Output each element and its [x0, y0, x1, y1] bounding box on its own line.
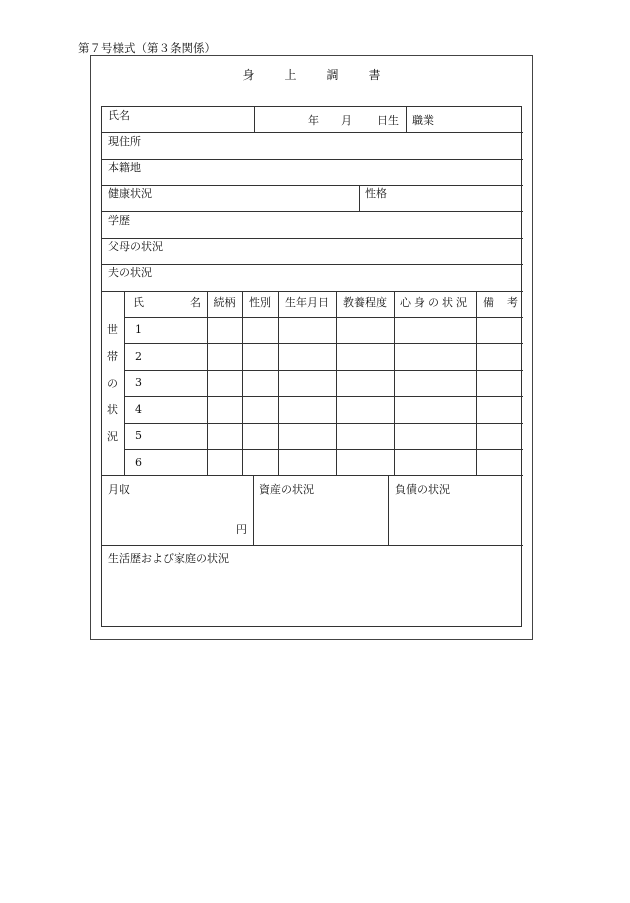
birth-day-label: 日生	[377, 114, 399, 127]
education-label: 学歴	[108, 214, 130, 227]
header-relation: 続柄	[213, 296, 236, 309]
income-unit: 円	[236, 523, 247, 536]
row-divider	[102, 545, 523, 546]
header-mind-body: 心身の状況	[400, 296, 470, 309]
personality-label: 性格	[365, 187, 387, 200]
household-row-divider	[124, 370, 523, 371]
occupation-divider	[406, 107, 407, 132]
household-row-number: 3	[135, 376, 142, 389]
household-label-char: 帯	[107, 350, 118, 363]
form-title: 身上調書	[242, 68, 411, 82]
column-divider	[336, 291, 337, 475]
header-remarks-b: 考	[507, 296, 518, 309]
household-row-divider	[124, 423, 523, 424]
column-divider	[476, 291, 477, 475]
household-label-divider	[124, 291, 125, 475]
address-label: 現住所	[108, 135, 141, 148]
assets-label: 資産の状況	[259, 483, 314, 496]
row-divider	[102, 475, 523, 476]
life-history-label: 生活歴および家庭の状況	[108, 552, 229, 565]
debts-label: 負債の状況	[395, 483, 450, 496]
header-education-level: 教養程度	[343, 296, 387, 309]
column-divider	[207, 291, 208, 475]
header-birthdate: 生年月日	[285, 296, 329, 309]
household-row-number: 1	[135, 323, 142, 336]
household-row-number: 2	[135, 350, 142, 363]
header-gender: 性別	[249, 296, 271, 309]
income-divider	[253, 475, 254, 545]
row-divider	[102, 211, 523, 212]
household-row-number: 6	[135, 456, 142, 469]
birth-year-label: 年	[308, 114, 319, 127]
name-label: 氏名	[108, 109, 130, 122]
row-divider	[102, 291, 523, 292]
header-name-a: 氏	[133, 296, 144, 309]
household-label-char: 世	[107, 323, 118, 336]
column-divider	[278, 291, 279, 475]
household-row-divider	[124, 449, 523, 450]
household-row-number: 4	[135, 403, 142, 416]
row-divider	[102, 238, 523, 239]
row-divider	[102, 185, 523, 186]
husband-label: 夫の状況	[108, 266, 152, 279]
household-row-number: 5	[135, 429, 142, 442]
header-remarks-a: 備	[483, 296, 494, 309]
household-row-divider	[124, 396, 523, 397]
personality-divider	[359, 185, 360, 211]
header-name-b: 名	[190, 296, 201, 309]
column-divider	[394, 291, 395, 475]
household-row-divider	[124, 317, 523, 318]
name-divider	[254, 107, 255, 132]
form-table	[101, 106, 522, 627]
parents-label: 父母の状況	[108, 240, 163, 253]
household-label-char: の	[107, 377, 118, 390]
form-number: 第７号様式（第３条関係）	[78, 41, 216, 55]
occupation-label: 職業	[412, 114, 434, 127]
birth-month-label: 月	[341, 114, 352, 127]
household-label-char: 状	[107, 403, 118, 416]
household-label-char: 況	[107, 430, 118, 443]
assets-divider	[388, 475, 389, 545]
row-divider	[102, 264, 523, 265]
domicile-label: 本籍地	[108, 161, 141, 174]
row-divider	[102, 159, 523, 160]
row-divider	[102, 132, 523, 133]
column-divider	[242, 291, 243, 475]
health-label: 健康状況	[108, 187, 152, 200]
income-label: 月収	[108, 483, 130, 496]
household-row-divider	[124, 343, 523, 344]
